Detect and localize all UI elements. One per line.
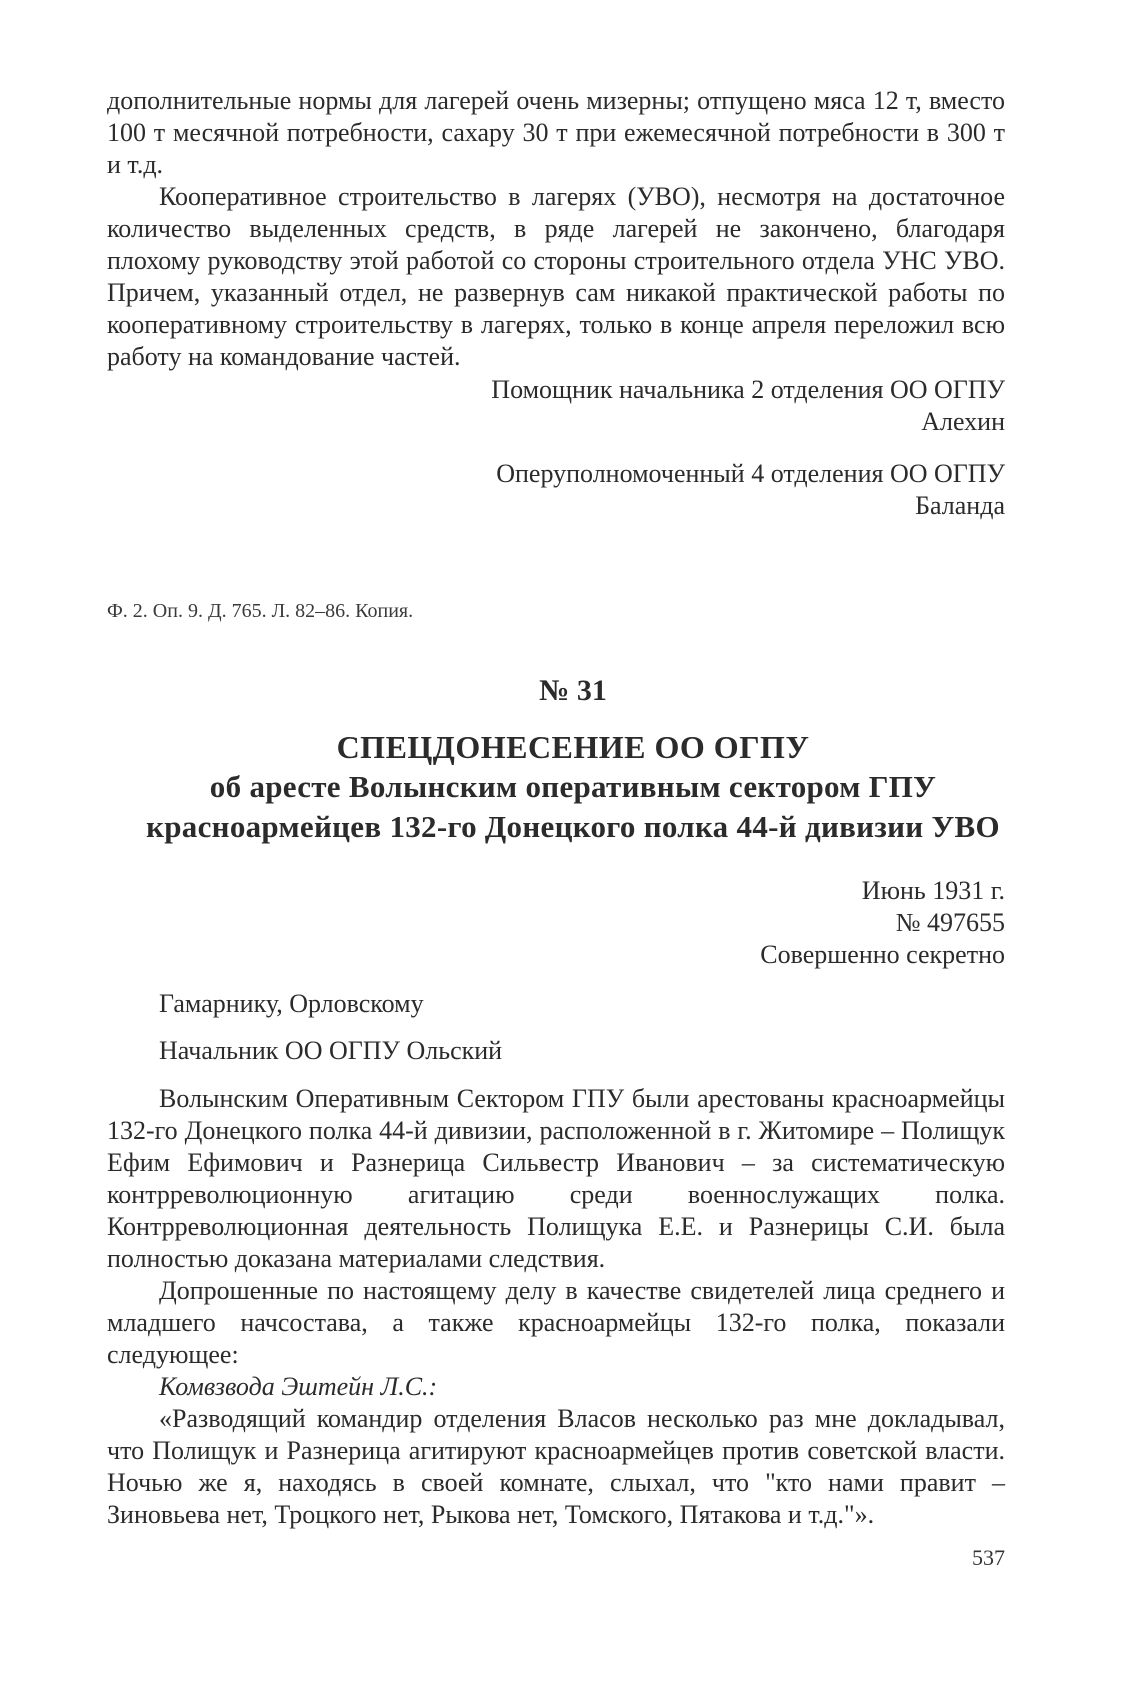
classification-label: Совершенно секретно	[760, 940, 1005, 969]
paragraph-continuation: дополнительные нормы для лагерей очень мизерны; отпущено мяса 12 т, вместо 100 т месячной потребности, сахару 30 т при ежемесячной потребности в 300 т и т.д.	[107, 86, 1005, 179]
document-title: СПЕЦДОНЕСЕНИЕ ОО ОГПУ	[336, 729, 810, 765]
witness-quote: «Разводящий командир отделения Власов несколько раз мне докладывал, что Полищук и Разнерица агитируют красноармейцев против советской власти. Ночью же я, находясь в своей комнате, слыхал, что "кто нами правит – Зиновьева нет, Троцкого нет, Рыкова нет, Томского, Пятакова и т.д."».	[107, 1404, 1005, 1529]
signature-name: Алехин	[921, 407, 1005, 436]
document-reg-number: № 497655	[895, 908, 1005, 937]
document-title-block	[0, 727, 1146, 847]
signature-alekhin	[491, 374, 1005, 438]
paragraph-witnesses: Допрошенные по настоящему делу в качестве свидетелей лица среднего и младшего начсостава, а также красноармейцы 132-го полка, показали следующее:	[107, 1276, 1005, 1369]
sender: Начальник ОО ОГПУ Ольский	[159, 1036, 503, 1065]
archive-reference: Ф. 2. Оп. 9. Д. 765. Л. 82–86. Копия.	[107, 600, 414, 622]
body-text	[107, 1083, 1005, 1531]
paragraph-cooperative-construction: Кооперативное строительство в лагерях (УВО), несмотря на достаточное количество выделенных средств, в ряде лагерей не закончено, благодаря плохому руководству этой работой со стороны строительного отдела УНС УВО. Причем, указанный отдел, не развернув сам никакой практической работы по кооперативному строительству в лагерях, только в конце апреля переложил всю работу на командование частей.	[107, 182, 1005, 371]
witness-label: Комвзвода Эштейн Л.С.:	[159, 1372, 438, 1401]
signature-name: Баланда	[915, 491, 1005, 520]
document-number: № 31	[539, 674, 607, 707]
document-meta	[760, 875, 1005, 971]
signature-position: Оперуполномоченный 4 отделения ОО ОГПУ	[496, 459, 1005, 488]
addressees: Гамарнику, Орловскому	[159, 989, 424, 1018]
signature-position: Помощник начальника 2 отделения ОО ОГПУ	[491, 375, 1005, 404]
document-subtitle-line1: об аресте Волынским оперативным сектором ГПУ	[209, 769, 937, 804]
document-subtitle-line2: красноармейцев 132-го Донецкого полка 44-й дивизии УВО	[146, 809, 1000, 844]
document-date: Июнь 1931 г.	[861, 876, 1005, 905]
paragraph-arrest: Волынским Оперативным Сектором ГПУ были арестованы красноармейцы 132-го Донецкого полка 44-й дивизии, расположенной в г. Житомире – Полищук Ефим Ефимович и Разнерица Сильвестр Иванович – за систематическую контрреволюционную агитацию среди военнослужащих полка. Контрреволюционная деятельность Полищука Е.Е. и Разнерицы С.И. была полностью доказана материалами следствия.	[107, 1084, 1005, 1273]
page-number: 537	[972, 1545, 1005, 1570]
signature-balanda	[496, 458, 1005, 522]
top-text	[107, 85, 1005, 373]
